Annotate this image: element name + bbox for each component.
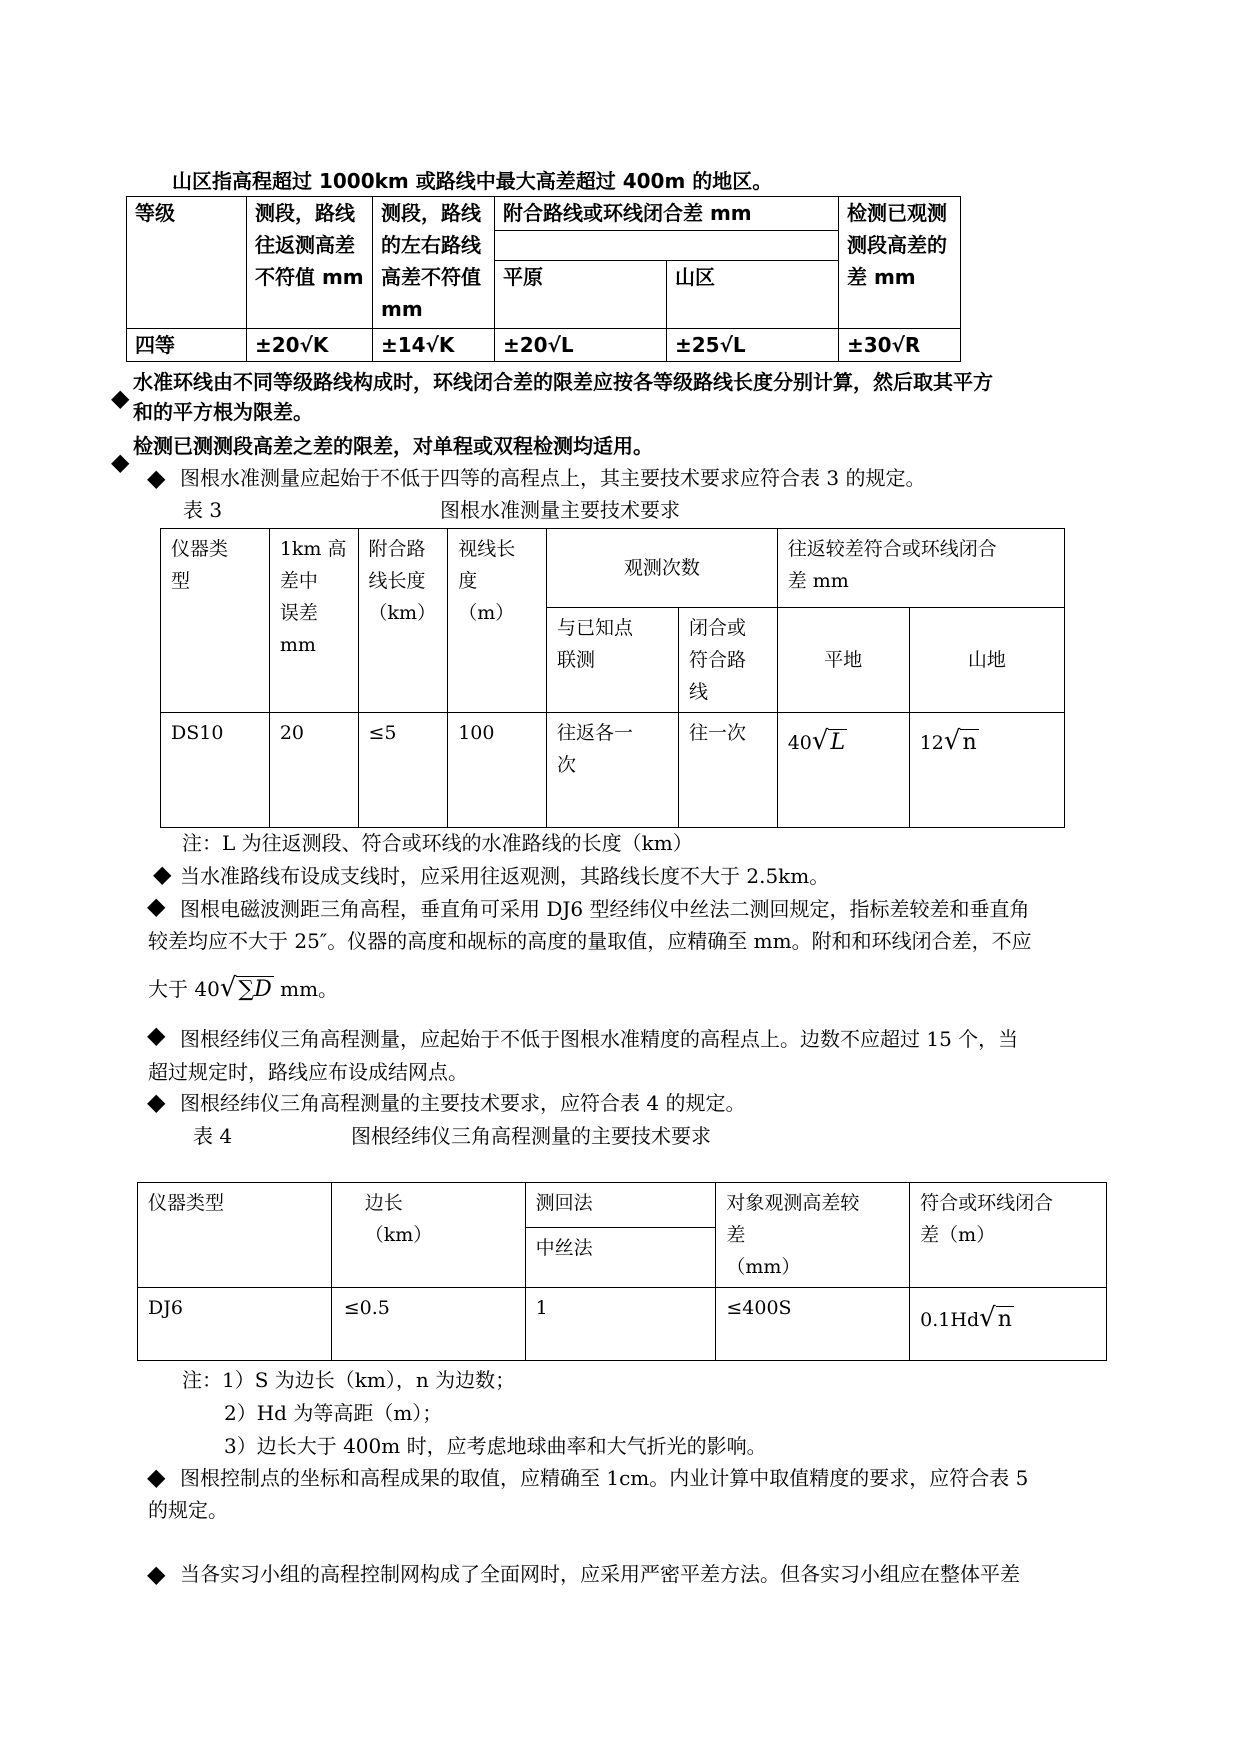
t2-cell: ≤5 — [358, 713, 448, 828]
bullet-text: 检测已测测段高差之差的限差，对单程或双程检测均适用。 — [133, 434, 653, 458]
t2-cell: 往返各一 次 — [546, 713, 678, 828]
t2-header-closed-route: 闭合或 符合路 线 — [678, 608, 777, 713]
diamond-bullet-icon: ◆ — [147, 464, 166, 492]
t3-cell: ≤0.5 — [331, 1288, 525, 1361]
t3-header-instrument: 仪器类型 — [138, 1183, 332, 1288]
t1-header-col2: 测段，路线 往返测高差 不符值 mm — [247, 197, 373, 329]
t3-header-side-length: 边长 （km） — [331, 1183, 525, 1288]
bullet-text-formula: 大于 40√∑D mm。 — [148, 973, 339, 1003]
bullet-text: 超过规定时，路线应布设成结网点。 — [148, 1060, 468, 1084]
t3-header-closure: 符合或环线闭合 差（m） — [910, 1183, 1107, 1288]
t3-cell: ≤400S — [716, 1288, 910, 1361]
bullet-text: 图根控制点的坐标和高程成果的取值，应精确至 1cm。内业计算中取值精度的要求，应符合表 5 — [180, 1466, 1029, 1490]
t3-header-method: 测回法 — [525, 1183, 716, 1228]
bullet-text: 图根水准测量应起始于不低于四等的高程点上，其主要技术要求应符合表 3 的规定。 — [180, 466, 926, 490]
t1-cell: ±25√L — [667, 329, 839, 362]
table-note: 3）边长大于 400m 时，应考虑地球曲率和大气折光的影响。 — [224, 1434, 767, 1458]
table-label: 表 4 — [193, 1124, 233, 1148]
t2-cell: DS10 — [161, 713, 270, 828]
t1-cell: ±20√L — [495, 329, 667, 362]
table-note: 注：L 为往返测段、符合或环线的水准路线的长度（km） — [182, 831, 693, 855]
t2-cell: 往一次 — [678, 713, 777, 828]
t1-header-col6: 检测已观测 测段高差的 差 mm — [839, 197, 961, 329]
t2-header-sight: 视线长 度 （m） — [448, 529, 547, 713]
t2-cell: 100 — [448, 713, 547, 828]
table-label: 表 3 — [183, 498, 223, 522]
diamond-bullet-icon: ◆ — [147, 1463, 166, 1491]
diamond-bullet-icon: ◆ — [111, 384, 130, 412]
bullet-text: 图根经纬仪三角高程测量，应起始于不低于图根水准精度的高程点上。边数不应超过 15 个，当 — [180, 1027, 1019, 1051]
table-note: 2）Hd 为等高距（m）； — [224, 1401, 443, 1425]
t1-header-plain: 平原 — [495, 261, 667, 329]
t1-empty-cell — [495, 231, 839, 261]
table-note: 注：1）S 为边长（km），n 为边数； — [182, 1368, 516, 1392]
t2-header-known-point: 与已知点 联测 — [546, 608, 678, 713]
bullet-text: 图根经纬仪三角高程测量的主要技术要求，应符合表 4 的规定。 — [180, 1091, 746, 1115]
t2-header-error: 1km 高 差中 误差 mm — [269, 529, 358, 713]
bullet-text: 当水准路线布设成支线时，应采用往返观测，其路线长度不大于 2.5km。 — [180, 864, 830, 888]
t3-cell: DJ6 — [138, 1288, 332, 1361]
bullet-text: 较差均应不大于 25″。仪器的高度和觇标的高度的量取值，应精确至 mm。附和和环线闭合差，不应 — [148, 929, 1032, 953]
t1-header-mountain: 山区 — [667, 261, 839, 329]
t3-header-obs-diff: 对象观测高差较 差 （mm） — [716, 1183, 910, 1288]
table-leveling-grade — [126, 196, 961, 362]
t2-header-closure: 往返较差符合或环线闭合 差 mm — [777, 529, 1064, 608]
t2-header-flat: 平地 — [777, 608, 909, 713]
intro-line: 山区指高程超过 1000km 或路线中最大高差超过 400m 的地区。 — [172, 169, 773, 193]
bullet-text: 当各实习小组的高程控制网构成了全面网时，应采用严密平差方法。但各实习小组应在整体平差 — [180, 1562, 1020, 1586]
t1-header-grade: 等级 — [127, 197, 247, 329]
t2-cell: 20 — [269, 713, 358, 828]
diamond-bullet-icon: ◆ — [147, 1088, 166, 1116]
t3-cell-formula: 0.1Hd√n — [910, 1288, 1107, 1361]
diamond-bullet-icon: ◆ — [153, 860, 172, 888]
t3-header-center-wire: 中丝法 — [525, 1228, 716, 1288]
t1-header-closure: 附合路线或环线闭合差 mm — [495, 197, 839, 231]
t2-header-observations: 观测次数 — [546, 529, 777, 608]
bullet-text: 图根电磁波测距三角高程，垂直角可采用 DJ6 型经纬仪中丝法二测回规定，指标差较差和垂直角 — [180, 897, 1030, 921]
table-leveling-requirements — [160, 528, 1065, 828]
diamond-bullet-icon: ◆ — [147, 892, 166, 920]
t1-header-col3: 测段，路线 的左右路线 高差不符值 mm — [373, 197, 495, 329]
t1-cell: ±14√K — [373, 329, 495, 362]
bullet-text: 和的平方根为限差。 — [133, 400, 313, 424]
t2-header-instrument: 仪器类 型 — [161, 529, 270, 713]
diamond-bullet-icon: ◆ — [147, 1560, 166, 1588]
table-title: 图根经纬仪三角高程测量的主要技术要求 — [351, 1124, 711, 1148]
table-title: 图根水准测量主要技术要求 — [440, 498, 680, 522]
t3-cell: 1 — [525, 1288, 716, 1361]
diamond-bullet-icon: ◆ — [147, 1021, 166, 1049]
diamond-bullet-icon: ◆ — [111, 448, 130, 476]
t1-cell: ±30√R — [839, 329, 961, 362]
t1-cell: 四等 — [127, 329, 247, 362]
t2-header-length: 附合路 线长度 （km） — [358, 529, 448, 713]
bullet-text: 水准环线由不同等级路线构成时，环线闭合差的限差应按各等级路线长度分别计算，然后取其平方 — [133, 370, 993, 394]
t2-cell-formula: 40√L — [777, 713, 909, 828]
t2-cell-formula: 12√n — [909, 713, 1064, 828]
table-trig-leveling — [137, 1182, 1107, 1361]
t1-cell: ±20√K — [247, 329, 373, 362]
bullet-text: 的规定。 — [148, 1498, 228, 1522]
t2-header-hill: 山地 — [909, 608, 1064, 713]
